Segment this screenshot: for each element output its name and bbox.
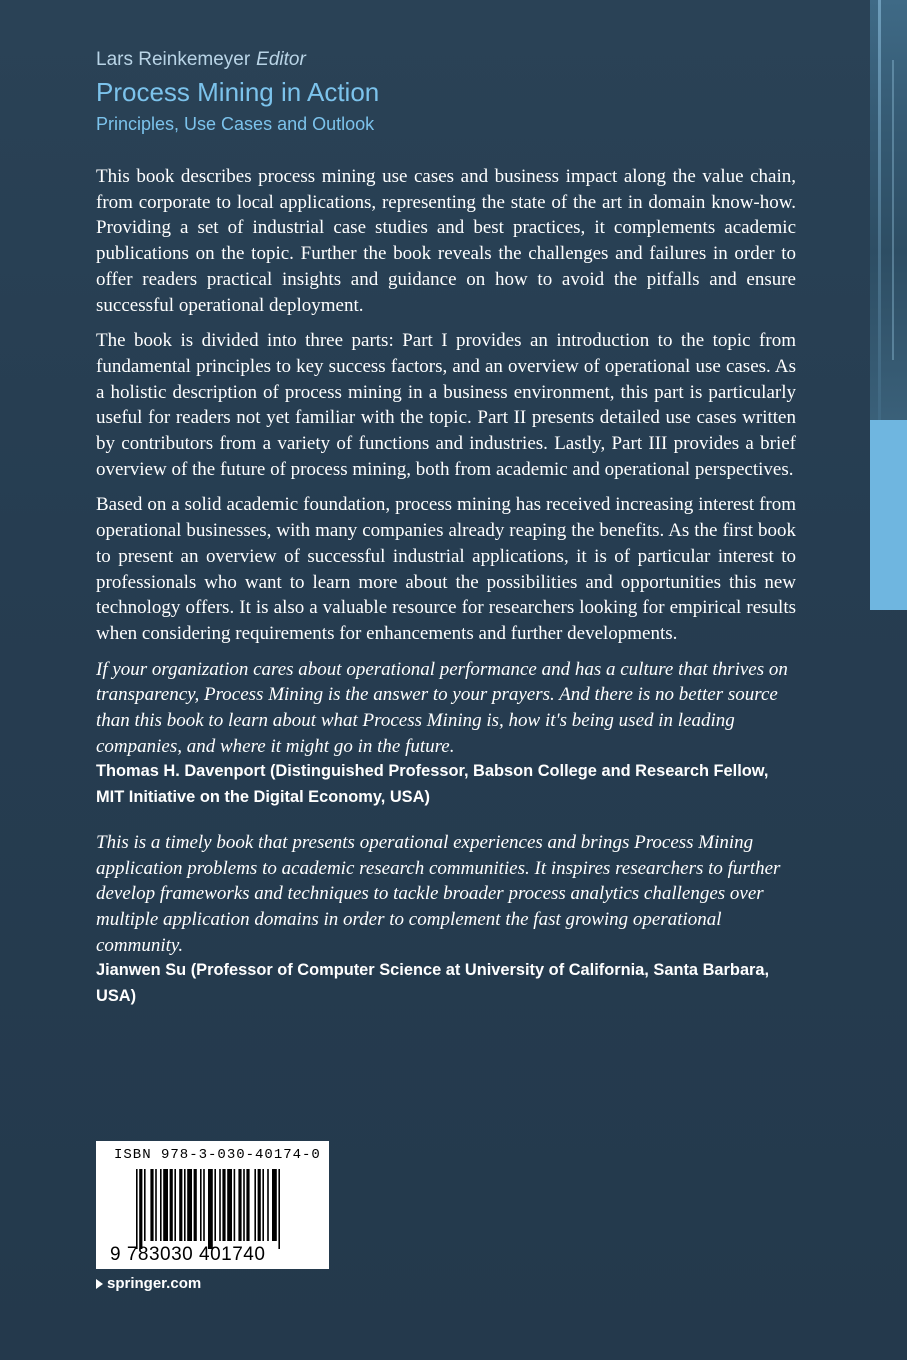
barcode-bar [170, 1169, 173, 1241]
barcode-bar [267, 1169, 269, 1241]
springer-link[interactable] [96, 1275, 201, 1292]
springer-link-text: springer.com [107, 1275, 202, 1292]
accent-bar [870, 420, 907, 610]
barcode-digits: 9 783030 401740 [110, 1244, 266, 1265]
barcode-bar [144, 1169, 146, 1241]
barcode-bar [278, 1169, 280, 1249]
barcode-bar [184, 1169, 186, 1241]
editor-line [96, 47, 796, 73]
endorsement-2 [96, 830, 796, 1010]
blurb-paragraph-3: Based on a solid academic foundation, process mining has received increasing interest from operational businesses, with many companies already reaping the benefits. As the first book to present an overview of successful industrial applications, it is of particular interest to professionals who want to learn more about the possibilities and opportunities this new technology offers. It is also a valuable resource for researchers looking for empirical results when considering requirements for enhancements and further developments. [96, 494, 796, 644]
endorsement-quote: This is a timely book that presents operational experiences and brings Process Mining application problems to academic research communities. It inspires researchers to further develop frameworks and techniques to tackle broader process analytics challenges over multiple application domains in order to complement the fast growing operational community. [96, 831, 781, 956]
barcode-bar [272, 1169, 277, 1241]
barcode-bar [194, 1169, 197, 1241]
barcode-bar [227, 1169, 232, 1241]
barcode-bar [214, 1169, 216, 1241]
barcode-bar [136, 1169, 138, 1249]
barcode-bar [243, 1169, 245, 1241]
blurb-paragraph-1: This book describes process mining use cases and business impact along the value chain, from corporate to local applications, representing the state of the art in domain know-how. Providing a set of industrial case studies and best practices, it complements academic publications on the topic. Further the book reveals the challenges and failures in order to offer readers practical insights and guidance on how to avoid the pitfalls and ensure successful operational deployment. [96, 166, 796, 316]
barcode-bar [150, 1169, 153, 1241]
blurb-paragraph-2: The book is divided into three parts: Part I provides an introduction to the topic from fundamental principles to key success factors, and an overview of operational use cases. As a holistic description of process mining in a business environment, this part is particularly useful for readers not yet familiar with the topic. Part II presents detailed use cases written by contributors from a variety of functions and industries. Lastly, Part III provides a brief overview of the future of process mining, both from academic and operational perspectives. [96, 330, 796, 480]
book-subtitle: Principles, Use Cases and Outlook [96, 114, 375, 134]
endorsement-attribution: Jianwen Su (Professor of Computer Science at University of California, Santa Barbara, USA) [96, 961, 770, 1006]
barcode-bar [246, 1169, 249, 1241]
barcode-bar [258, 1169, 261, 1241]
barcode-bar [160, 1169, 162, 1241]
editor-name: Lars Reinkemeyer [96, 49, 251, 70]
blurb [96, 164, 796, 1029]
cover-image-strip [870, 0, 907, 420]
isbn-label: ISBN 978-3-030-40174-0 [114, 1147, 321, 1163]
barcode-bar [139, 1169, 142, 1249]
barcode-bar [222, 1169, 225, 1241]
barcode-bar [163, 1169, 168, 1241]
endorsement-attribution: Thomas H. Davenport (Distinguished Professor, Babson College and Research Fellow, MIT Initiative on the Digital Economy, USA) [96, 762, 769, 807]
editor-role: Editor [256, 49, 306, 70]
barcode-bar [262, 1169, 264, 1241]
barcode-bar [219, 1169, 221, 1241]
barcode-bar [187, 1169, 192, 1241]
arrow-right-icon [96, 1279, 103, 1289]
endorsement-quote: If your organization cares about operational performance and has a culture that thrives on transparency, Process Mining is the answer to your prayers. And there is no better source than this book to learn about what Process Mining is, how it's being used in leading companies, and where it might go in the future. [96, 658, 788, 757]
barcode-bar [208, 1169, 213, 1249]
barcode-bar [203, 1169, 205, 1241]
barcode-bar [179, 1169, 182, 1241]
barcode-bar [155, 1169, 157, 1241]
book-title: Process Mining in Action [96, 77, 380, 107]
barcode-bar [254, 1169, 256, 1241]
barcode-bar [238, 1169, 241, 1241]
isbn-barcode [96, 1141, 329, 1269]
cover-header [96, 47, 796, 137]
barcode-bar [200, 1169, 202, 1241]
endorsement-1 [96, 657, 796, 811]
barcode-bar [234, 1169, 236, 1241]
barcode-bar [174, 1169, 176, 1241]
